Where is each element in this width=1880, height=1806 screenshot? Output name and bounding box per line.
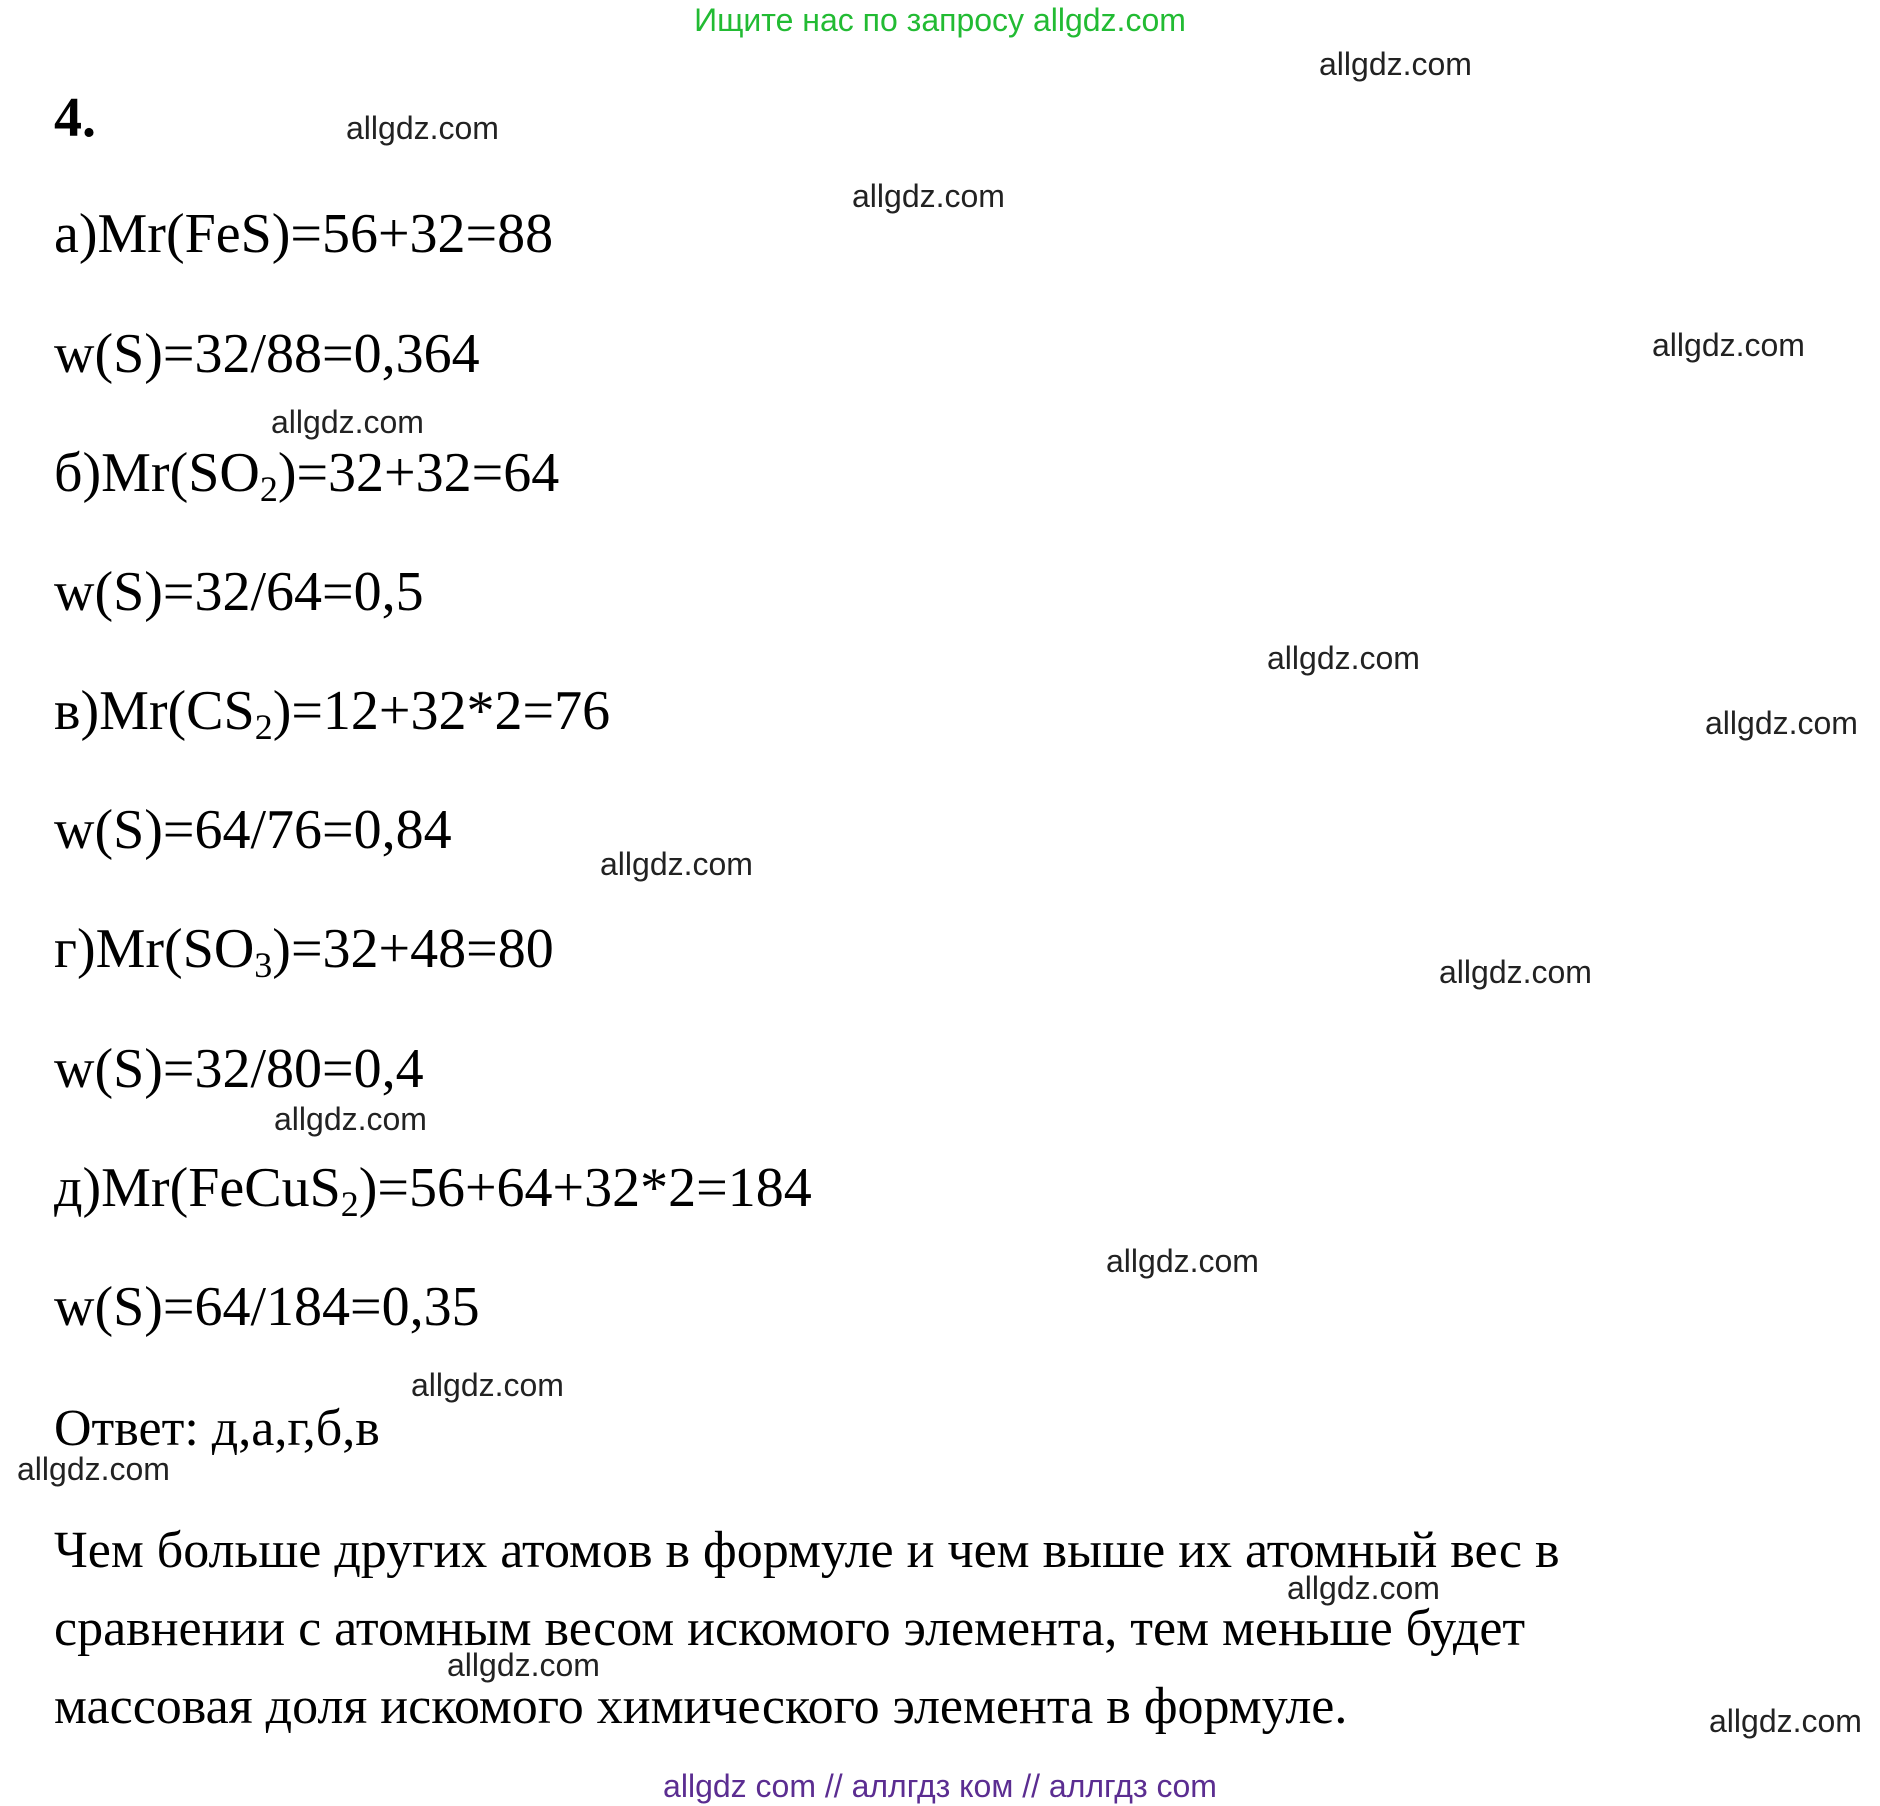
watermark: allgdz.com [852,178,1005,214]
formula-a-text: а)Mr(FeS)=56+32=88 [54,203,554,265]
formula-b-suffix: )=32+32=64 [277,442,560,504]
watermark: allgdz.com [1709,1703,1862,1739]
watermark: allgdz.com [346,110,499,146]
watermark: allgdz.com [600,846,753,882]
explanation-line-2: сравнении с атомным весом искомого элемента, тем меньше будет [54,1600,1526,1657]
formula-d-mass-fraction: w(S)=64/184=0,35 [54,1276,480,1338]
formula-g-subscript: 3 [254,945,273,985]
formula-d-molar-mass [54,1156,812,1224]
explanation-paragraph [54,1512,1834,1746]
formula-a-molar-mass [54,202,553,266]
top-search-banner: Ищите нас по запросу allgdz.com [694,2,1186,38]
formula-b-subscript: 2 [259,469,278,509]
explanation-line-1: Чем больше других атомов в формуле и чем выше их атомный вес в [54,1522,1560,1579]
watermark: allgdz.com [1319,46,1472,82]
watermark: allgdz.com [271,404,424,440]
task-number: 4. [54,87,96,149]
watermark: allgdz.com [1267,640,1420,676]
watermark: allgdz.com [447,1647,600,1683]
watermark: allgdz.com [1652,327,1805,363]
formula-b-mass-fraction: w(S)=32/64=0,5 [54,561,424,623]
formula-b-molar-mass [54,441,560,509]
formula-v-mass-fraction: w(S)=64/76=0,84 [54,799,452,861]
formula-v-prefix: в)Mr(CS [54,680,255,742]
formula-d-subscript: 2 [340,1184,359,1224]
formula-g-molar-mass [54,917,554,985]
formula-g-mass-fraction: w(S)=32/80=0,4 [54,1038,424,1100]
formula-v-molar-mass [54,679,611,747]
watermark: allgdz.com [1439,954,1592,990]
formula-g-prefix: г)Mr(SO [54,918,255,980]
explanation-line-3: массовая доля искомого химического элемента в формуле. [54,1678,1348,1735]
formula-d-suffix: )=56+64+32*2=184 [358,1157,812,1219]
formula-g-suffix: )=32+48=80 [272,918,554,980]
footer-banner: allgdz com // аллгдз ком // аллгдз com [663,1768,1217,1804]
formula-b-prefix: б)Mr(SO [54,442,260,504]
formula-v-suffix: )=12+32*2=76 [272,680,611,742]
watermark: allgdz.com [1106,1243,1259,1279]
watermark: allgdz.com [1705,705,1858,741]
watermark: allgdz.com [274,1101,427,1137]
watermark: allgdz.com [1287,1570,1440,1606]
formula-v-subscript: 2 [254,707,273,747]
formula-a-mass-fraction: w(S)=32/88=0,364 [54,323,480,385]
watermark: allgdz.com [411,1367,564,1403]
answer-line: Ответ: д,а,г,б,в [54,1400,380,1457]
formula-d-prefix: д)Mr(FeCuS [54,1157,341,1219]
watermark: allgdz.com [17,1451,170,1487]
